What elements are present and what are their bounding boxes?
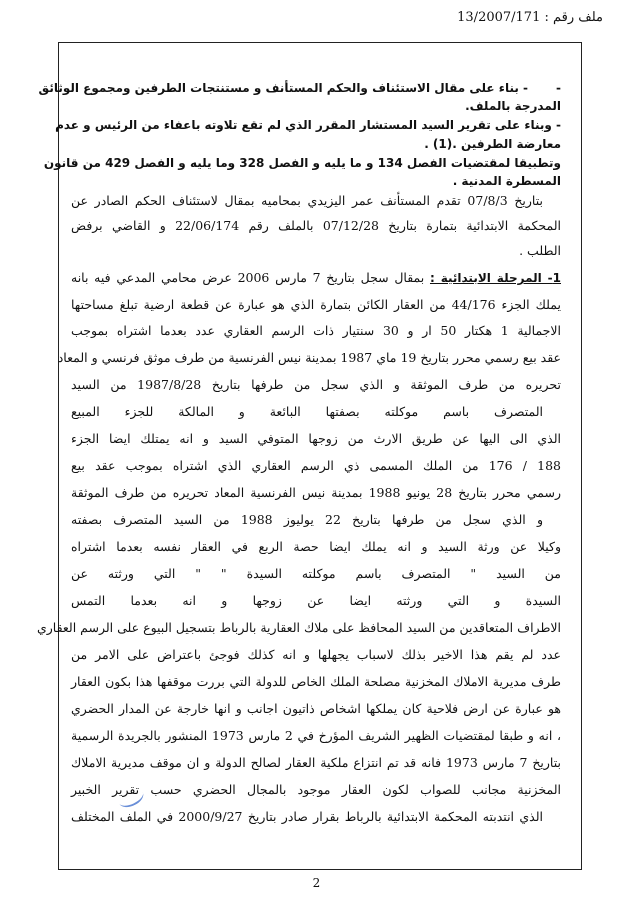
text-line: الاجمالية 1 هكتار 50 ار و 30 سنتيار ذات الرسم العقاري عدد بعدما اشتراه بموجب bbox=[71, 323, 561, 338]
text-line: بتاريخ 7 مارس 1973 فانه قد تم انتزاع ملكية العقار لصالح الدولة و ان موقف مديرية الاملاك bbox=[71, 755, 561, 770]
text-line: و الذي سجل من طرفها بتاريخ 22 يوليوز 1988 من السيد المتصرف بصفته bbox=[71, 512, 543, 527]
text-line: هو عبارة عن ارض فلاحية كان يملكها اشخاص ذاتيون اجانب و انها خارجة عن المدار الحضري bbox=[71, 701, 561, 716]
text-line: - وبناء على تقرير السيد المستشار المقرر الذي لم تقع تلاوته باعفاء من الرئيس و عدم bbox=[55, 118, 561, 132]
text-line: وكيلا عن ورثة السيد و انه يملك ايضا حصة الربع في العقار نفسه بعدما اشتراه bbox=[71, 539, 561, 554]
page-number: 2 bbox=[312, 876, 321, 890]
text-line: المسطرة المدنية . bbox=[452, 174, 561, 188]
text-line: الاطراف المتعاقدين من السيد المحافظ على ملاك العقارية بالرباط بتسجيل البيوع على الرسم العقاري bbox=[36, 620, 561, 635]
text-line: الطلب . bbox=[519, 243, 561, 258]
text-line: بتاريخ 07/8/3 تقدم المستأنف عمر اليزيدي بمحاميه بمقال لاستئناف الحكم الصادر عن bbox=[71, 193, 543, 208]
text-line: الذي انتدبته المحكمة الابتدائية بالرباط بقرار صادر بتاريخ 2000/9/27 في الملف المختلف bbox=[71, 809, 543, 824]
section-line: 1- المرحلة الابتدائية : بمقال سجل بتاريخ 7 مارس 2006 عرض محامي المدعي فيه بانه bbox=[71, 270, 561, 285]
text-line: السيدة و التي ورثته ايضا عن زوجها و انه بعدما التمس bbox=[71, 593, 561, 608]
text-line: معارضة الطرفين .(1) . bbox=[424, 137, 561, 151]
text-line: المدرجة بالملف. bbox=[465, 99, 561, 113]
case-file-number: 13/2007/171 bbox=[457, 10, 541, 25]
text-line: المحكمة الابتدائية بتمارة بتاريخ 07/12/28 بالملف رقم 22/06/174 و القاضي برفض bbox=[71, 218, 561, 233]
text-line: المتصرف باسم موكلته بصفتها البائعة و المالكة للجزء المبيع bbox=[71, 404, 543, 419]
text-line: الذي الى اليها عن طريق الارث من زوجها المتوفي السيد و انه يمتلك ايضا الجزء bbox=[71, 431, 561, 446]
text-line: المخزنية مجانب للصواب لكون العقار موجود بالمجال الحضري حسب تقرير الخبير bbox=[71, 782, 561, 797]
text-line: طرف مديرية الاملاك المخزنية مصلحة الملك الخاص للدولة التي بررت موقفها هذا بكون العقار bbox=[71, 674, 561, 689]
text-line: -- بناء على مقال الاستئناف والحكم المستأنف و مستنتجات الطرفين ومجموع الوثائق bbox=[38, 81, 561, 95]
text-line: رسمي محرر بتاريخ 28 يونيو 1988 بمدينة نيس الفرنسية المعاد تحريره من طرف الموثقة bbox=[71, 485, 561, 500]
case-file-label: ملف رقم : bbox=[544, 10, 603, 25]
text-line: من السيد " المتصرف باسم موكلته السيدة " " التي ورثته عن bbox=[71, 566, 561, 581]
text-line: وتطبيقا لمقتضيات الفصل 134 و ما يليه و الفصل 328 وما يليه و الفصل 429 من قانون bbox=[43, 156, 561, 170]
text-line: 188 / 176 من الملك المسمى ذي الرسم العقاري الذي اشتراه بموجب عقد بيع bbox=[71, 458, 561, 473]
text-line: ، انه و طبقا لمقتضيات الظهير الشريف المؤرخ في 2 مارس 1973 المنشور بالجريدة الرسمية bbox=[71, 728, 561, 743]
text-line: عقد بيع رسمي محرر بتاريخ 19 ماي 1987 بمدينة نيس الفرنسية من طرف موثق فرنسي و المعاد bbox=[57, 350, 561, 365]
case-file-header bbox=[457, 10, 603, 25]
text-line: عدد لم يقم هذا الاخير بذلك لاسباب يجهلها و انه كذلك فوجئ باعتراض على الامر من bbox=[71, 647, 561, 662]
text-line: يملك الجزء 44/176 من العقار الكائن بتمارة الذي هو عبارة عن قطعة ارضية تبلغ مساحتها bbox=[71, 297, 561, 312]
section-heading: 1- المرحلة الابتدائية : bbox=[429, 271, 561, 285]
text-line: تحريره من طرف الموثقة و الذي سجل من طرفها بتاريخ 1987/8/28 من السيد bbox=[71, 377, 561, 392]
